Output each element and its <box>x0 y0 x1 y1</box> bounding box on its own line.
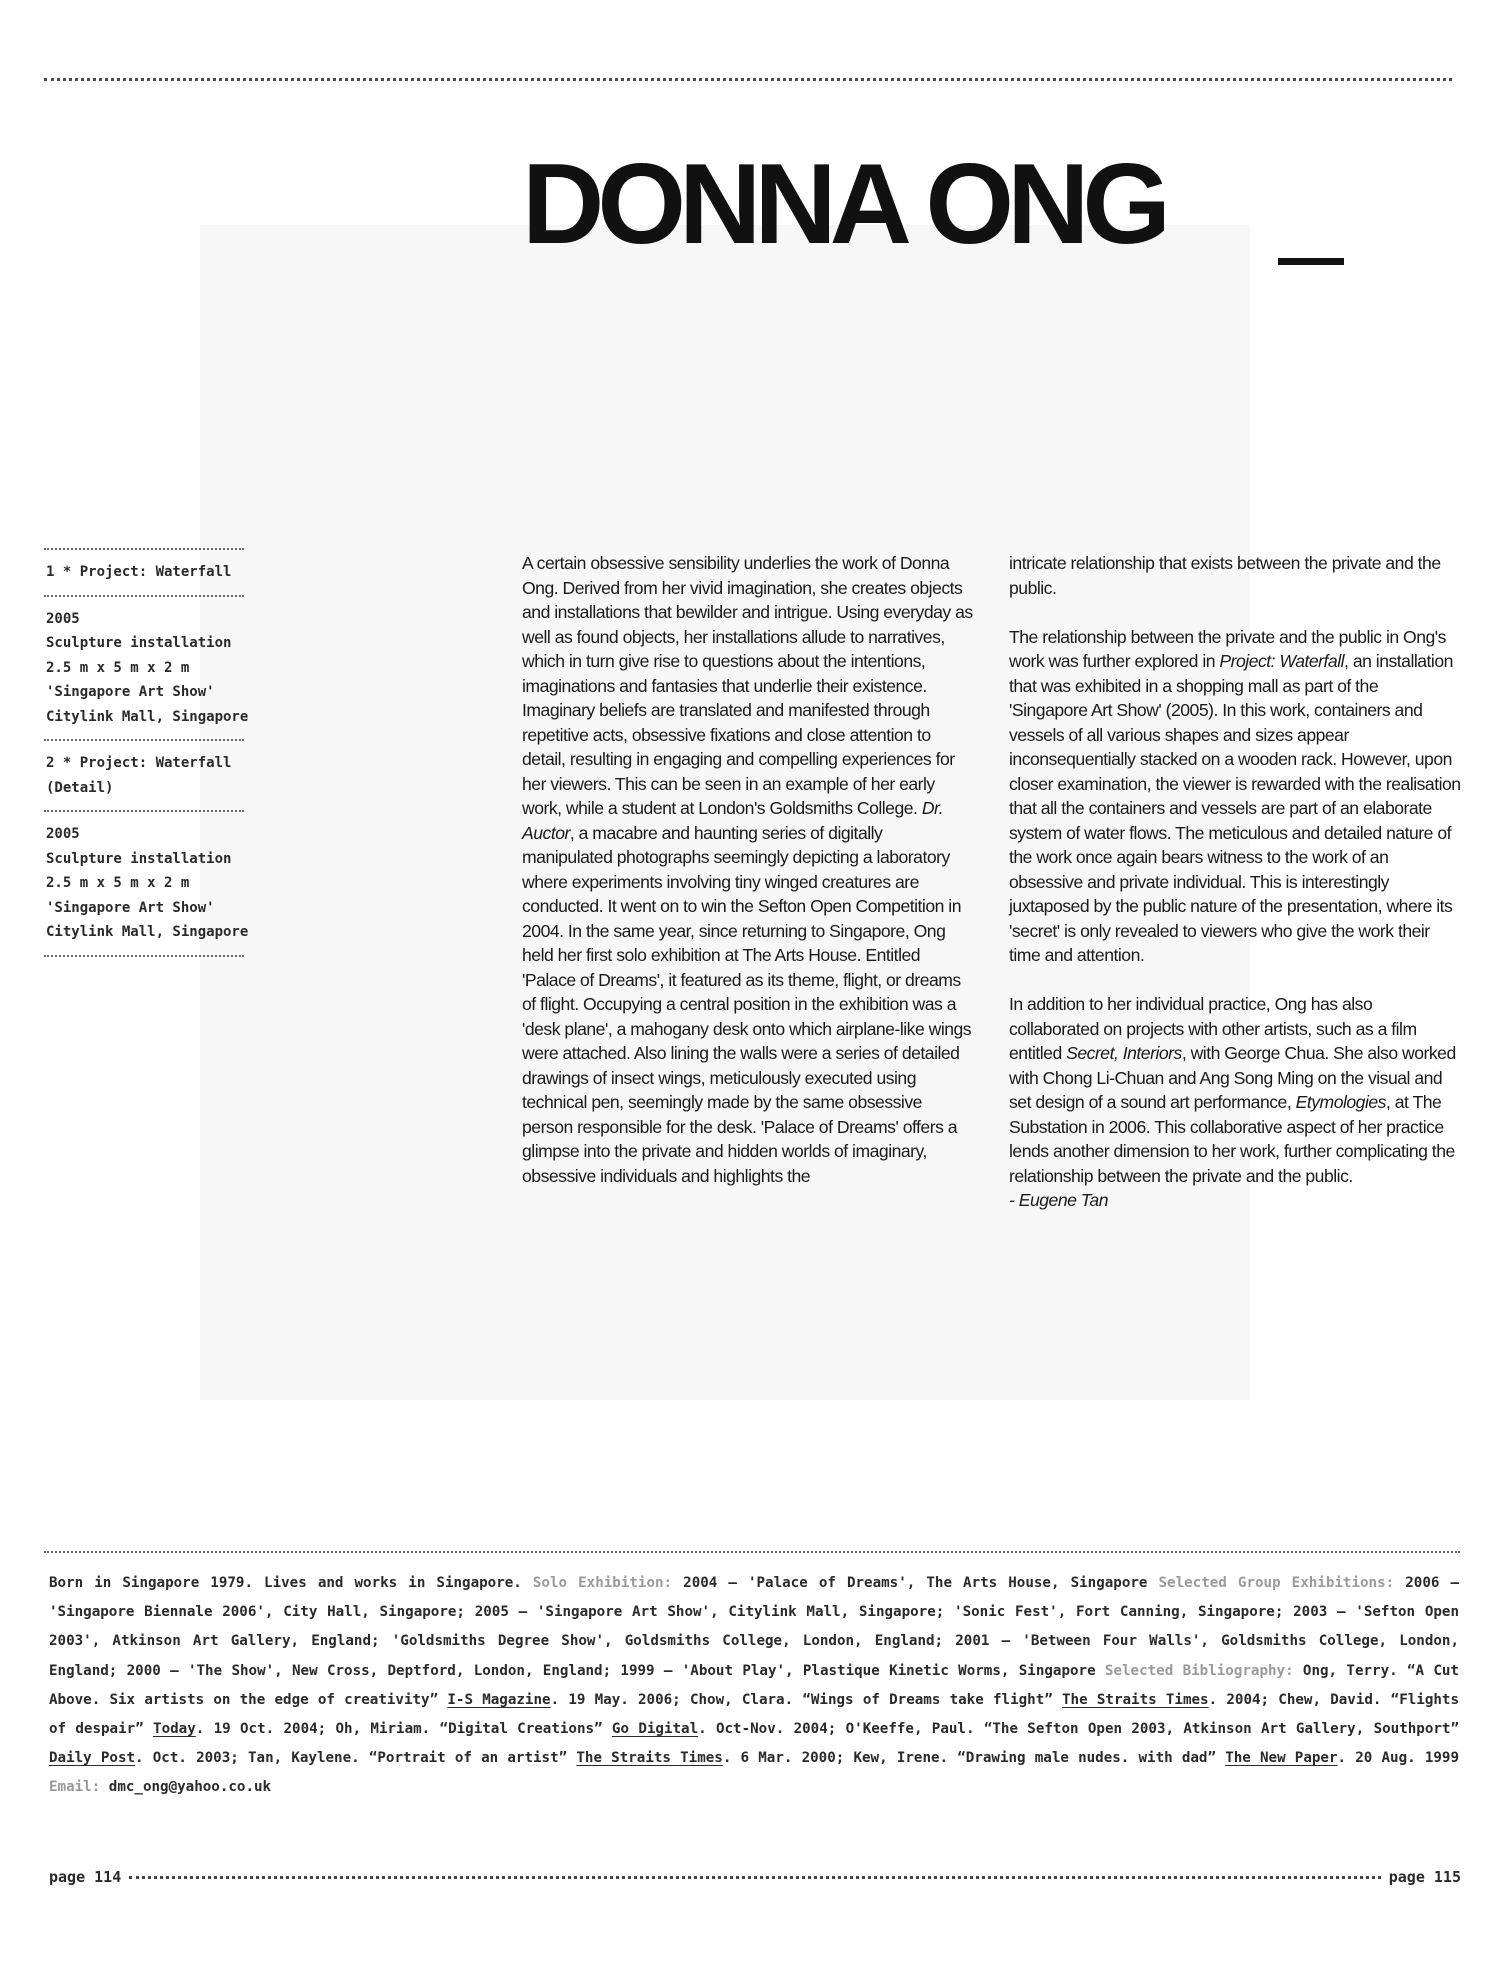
bio-publication: Today <box>153 1721 196 1738</box>
essay-paragraph-3 <box>1009 992 1461 1213</box>
bio-publication: The New Paper <box>1225 1750 1338 1767</box>
bio-publication: Daily Post <box>49 1750 136 1767</box>
artist-name-title: DONNA ONG <box>522 141 1165 268</box>
caption-detail-exhibition: 'Singapore Art Show' <box>46 684 215 700</box>
bio-publication: The Straits Times <box>1062 1691 1209 1708</box>
essay-paragraph-1-continued <box>1009 551 1461 600</box>
page-footer <box>49 1868 1461 1892</box>
caption-divider <box>44 955 244 957</box>
bio-dotted-rule <box>44 1551 1460 1553</box>
bio-publication: Go Digital <box>611 1721 699 1738</box>
bio-born: Born in Singapore 1979. Lives and works in Singapore. <box>49 1575 522 1591</box>
caption-detail-medium: Sculpture installation <box>46 635 232 651</box>
essay-text: The relationship between the private and the public in Ong's work was further explored in <box>1009 626 1446 671</box>
bio-bibliography-text: Ong, Terry. “A Cut Above. Six artists on the edge of creativity” <box>49 1662 1459 1708</box>
essay-paragraph-1 <box>522 551 974 1188</box>
caption-2-heading <box>44 741 244 810</box>
bio-solo-label: Solo Exhibition: <box>532 1575 673 1591</box>
caption-heading-subtext: (Detail) <box>46 779 114 796</box>
bio-bibliography-text: . 2004; Chew, David. “Flights of despair” <box>49 1691 1460 1738</box>
bio-solo: 2004 — 'Palace of Dreams', The Arts House, Singapore <box>683 1575 1148 1591</box>
essay-author: - Eugene Tan <box>1009 1190 1108 1210</box>
bio-publication: The Straits Times <box>576 1750 723 1767</box>
caption-detail-year: 2005 <box>46 610 80 627</box>
caption-detail-venue: Citylink Mall, Singapore <box>46 924 249 940</box>
essay-column-left <box>522 551 974 1188</box>
footer-dotted-leader <box>129 1876 1381 1879</box>
caption-detail-medium: Sculpture installation <box>46 850 232 867</box>
essay-text: , a macabre and haunting series of digitally manipulated photographs seemingly depicting a laboratory where experiments involving tiny winged creatures are conducted. It went on to win the Sefton Open Competition in 2004. In the same year, since returning to Singapore, Ong held her first solo exhibition at The Arts House. Entitled 'Palace of Dreams', it featured as its theme, flight, or dreams of flight. Occupying a central position in the exhibition was a 'desk plane', a mahogany desk onto which airplane-like wings were attached. Also lining the walls were a series of detailed drawings of insect wings, meticulously executed using technical pen, seemingly made by the same obsessive person responsible for the desk. 'Palace of Dreams' offers a glimpse into the private and hidden worlds of imaginary, obsessive individuals and highlights the <box>522 822 972 1186</box>
bio-group: 2006 — 'Singapore Biennale 2006', City Hall, Singapore; 2005 — 'Singapore Art Show', Citylink Mall, Singapore; 'Sonic Fest', Fort Canning, Singapore; 2003 — 'Sefton Open 2003', Atkinson Art Gallery, England; 'Goldsmiths Degree Show', Goldsmiths College, London, England; 2001 — 'Between Four Walls', Goldsmiths College, London, England; 2000 — 'The Show', New Cross, Deptford, London, England; 1999 — 'About Play', Plastique Kinetic Worms, Singapore <box>49 1575 1459 1679</box>
bio-bibliography-text: . Oct. 2003; Tan, Kaylene. “Portrait of an artist” <box>135 1750 568 1767</box>
bio-bibliography-text: . 20 Aug. 1999 <box>1337 1750 1459 1767</box>
bio-email: dmc_ong@yahoo.co.uk <box>108 1779 272 1796</box>
bio-group-label: Selected Group Exhibitions: <box>1158 1575 1395 1591</box>
caption-detail-venue: Citylink Mall, Singapore <box>46 708 249 725</box>
artwork-title: Secret, Interiors <box>1066 1043 1182 1063</box>
essay-text: , at The Substation in 2006. This collaborative aspect of her practice lends another dimension to her work, further complicating the relationship between the private and the public. <box>1009 1092 1455 1186</box>
essay-text: A certain obsessive sensibility underlies the work of Donna Ong. Derived from her vivid imagination, she creates objects and installations that bewilder and intrigue. Using everyday as well as found objects, her installations allude to narratives, which in turn give rise to questions about the intentions, imaginations and fantasies that underlie their existence. Imaginary beliefs are translated and manifested through repetitive acts, obsessive fixations and close attention to detail, resulting in engaging and compelling experiences for her viewers. This can be seen in an example of her early work, while a student at London's Goldsmiths College. <box>522 553 973 818</box>
caption-detail-dimensions: 2.5 m x 5 m x 2 m <box>46 875 190 891</box>
caption-detail-dimensions: 2.5 m x 5 m x 2 m <box>46 659 190 676</box>
image-captions <box>44 548 249 957</box>
essay-column-right <box>1009 551 1461 1213</box>
bio-bibliography-text: . 19 Oct. 2004; Oh, Miriam. “Digital Creations” <box>195 1721 603 1738</box>
essay-paragraph-2 <box>1009 625 1461 968</box>
bio-bibliography-text: . 6 Mar. 2000; Kew, Irene. “Drawing male nudes. with dad” <box>722 1750 1217 1767</box>
bio-bibliography-label: Selected Bibliography: <box>1104 1662 1294 1679</box>
bio-bibliography-text: . Oct-Nov. 2004; O'Keeffe, Paul. “The Sefton Open 2003, Atkinson Art Gallery, Southport” <box>698 1721 1459 1738</box>
essay-text: , an installation that was exhibited in a shopping mall as part of the 'Singapore Art Show' (2005). In this work, containers and vessels of all various shapes and sizes appear inconsequentially stacked on a wooden rack. However, upon closer examination, the viewer is rewarded with the realisation that all the containers and vessels are part of an elaborate system of water flows. The meticulous and detailed nature of the work once again bears witness to the work of an obsessive and private individual. This is interestingly juxtaposed by the public nature of the presentation, where its 'secret' is only revealed to viewers who give the work their time and attention. <box>1009 651 1461 965</box>
top-dotted-rule <box>44 78 1452 81</box>
bio-bibliography-text: . 19 May. 2006; Chow, Clara. “Wings of Dreams take flight” <box>550 1691 1053 1708</box>
essay-text: , with George Chua. She also worked with Chong Li-Chuan and Ang Song Ming on the visual and set design of a sound art performance, <box>1009 1043 1456 1112</box>
caption-detail-year: 2005 <box>46 826 80 842</box>
bio-publication: I-S Magazine <box>447 1691 551 1708</box>
essay-text: intricate relationship that exists between the private and the public. <box>1009 553 1441 598</box>
essay-text: In addition to her individual practice, Ong has also collaborated on projects with other artists, such as a film entitled <box>1009 994 1417 1063</box>
caption-1-details <box>44 597 249 740</box>
caption-detail-exhibition: 'Singapore Art Show' <box>46 899 215 916</box>
page-number-right: page 115 <box>1388 1868 1461 1886</box>
artwork-title: Dr. Auctor <box>522 798 944 843</box>
page-number-left: page 114 <box>49 1868 122 1886</box>
artwork-title: Project: Waterfall <box>1219 651 1345 671</box>
caption-heading-text: 1 * Project: Waterfall <box>46 564 232 580</box>
caption-heading-text: 2 * Project: Waterfall <box>46 755 232 771</box>
title-underscore-mark <box>1278 258 1344 265</box>
caption-2-details <box>44 812 249 955</box>
caption-1-heading <box>44 550 244 595</box>
artist-biography <box>49 1569 1459 1803</box>
artwork-title: Etymologies <box>1295 1092 1386 1112</box>
bio-email-label: Email: <box>49 1779 101 1796</box>
